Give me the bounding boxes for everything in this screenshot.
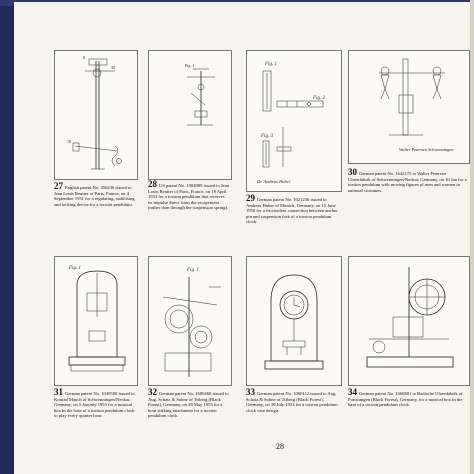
- svg-text:18: 18: [67, 139, 71, 144]
- caption-text: German patent No. 1049500 issued to Konrad Mauch of Schwenningen/Neckar, Germany, on 5 January 1953 for a musical box in the base of a torsion pendulum clock to play every quarter hour.: [54, 391, 135, 419]
- fig-label: Fig. 2: [313, 96, 325, 101]
- figure-31-caption: [54, 388, 136, 419]
- caption-text: German patent No. 1021236 issued to Andreas Huber of Munich, Germany, on 15 June 1950 for a frictionless connection between anchor pin and suspension fork of a torsion pendulum clock.: [246, 197, 338, 225]
- caption-text: US patent No. 1904089 issued to Jean Louis Reutter of Paris, France, on 18 April 1933 for a torsion pendulum that receives its impulse direct from the escapement (rather than through the suspension spring).: [148, 183, 230, 211]
- page-edge: [470, 0, 474, 474]
- figure-27-caption: [54, 182, 136, 207]
- figure-30-drawing: [348, 50, 470, 164]
- figure-34-caption: [348, 388, 468, 408]
- figure-29-caption: [246, 194, 340, 225]
- figure-28-caption: [148, 180, 230, 211]
- fig-label: Fig. 1: [265, 62, 277, 67]
- figure-number: 27: [54, 181, 63, 191]
- figure-number: 31: [54, 387, 63, 397]
- caption-text: German patent No. 1642175 to Walter Petersen Uhrenfabrik of Schwenningen/Neckar, Germany, on 10 Jan for a torsion pendulum with moving figures of men and women in national costumes.: [348, 171, 467, 193]
- svg-text:30: 30: [111, 65, 115, 70]
- caption-text: English patent No. 356236 issued to Jean Louis Reutter of Paris, France, on 4 September 1931 for a regulating, stabilising and locking device for a torsion pendulum.: [54, 185, 135, 207]
- svg-text:Fig. 1: Fig. 1: [185, 63, 195, 68]
- svg-text:8: 8: [83, 55, 85, 60]
- figure-32-drawing: [148, 256, 232, 386]
- caption-text: German patent No. 1666801 to Badische Uhrenfabrik of Furtwangen (Black Forest), Germany, for a musical box in the base of a torsion pendulum clock.: [348, 391, 463, 408]
- figure-33-caption: [246, 388, 340, 413]
- figure-27-drawing: [54, 50, 138, 180]
- figure-number: 30: [348, 167, 357, 177]
- figure-29-drawing: [246, 50, 342, 192]
- book-page: [14, 2, 474, 474]
- figure-number: 28: [148, 179, 157, 189]
- figure-32-caption: [148, 388, 230, 419]
- caption-text: German patent No. 1686460 issued to Aug. Schatz & Sohne of Triberg (Black Forest), Germany, on 28 May 1953 for a hour striking attachment for a torsion pendulum clock.: [148, 391, 229, 419]
- figure-number: 34: [348, 387, 357, 397]
- signature: Dr. Andreas Huber: [257, 179, 291, 184]
- page-number: 28: [276, 442, 284, 451]
- figure-33-drawing: [246, 256, 342, 386]
- figure-number: 29: [246, 193, 255, 203]
- fig-label: Fig. 1: [187, 268, 199, 273]
- figure-31-drawing: [54, 256, 138, 386]
- caption-text: German patent No. 1060112 issued to Aug. Schatz & Sohne of Triberg (Black Forest), Germany, on 30 July 1953 for a torsion pendulum clock case design.: [246, 391, 338, 413]
- fig-label: Fig. 3: [261, 134, 273, 139]
- figure-number: 32: [148, 387, 157, 397]
- figure-34-drawing: [348, 256, 470, 386]
- figure-28-drawing: [148, 50, 232, 180]
- fig-label: Fig. 1: [69, 266, 81, 271]
- figure-30-caption: [348, 168, 468, 193]
- signature: Walter Petersen Schwenningen: [399, 147, 454, 152]
- figure-number: 33: [246, 387, 255, 397]
